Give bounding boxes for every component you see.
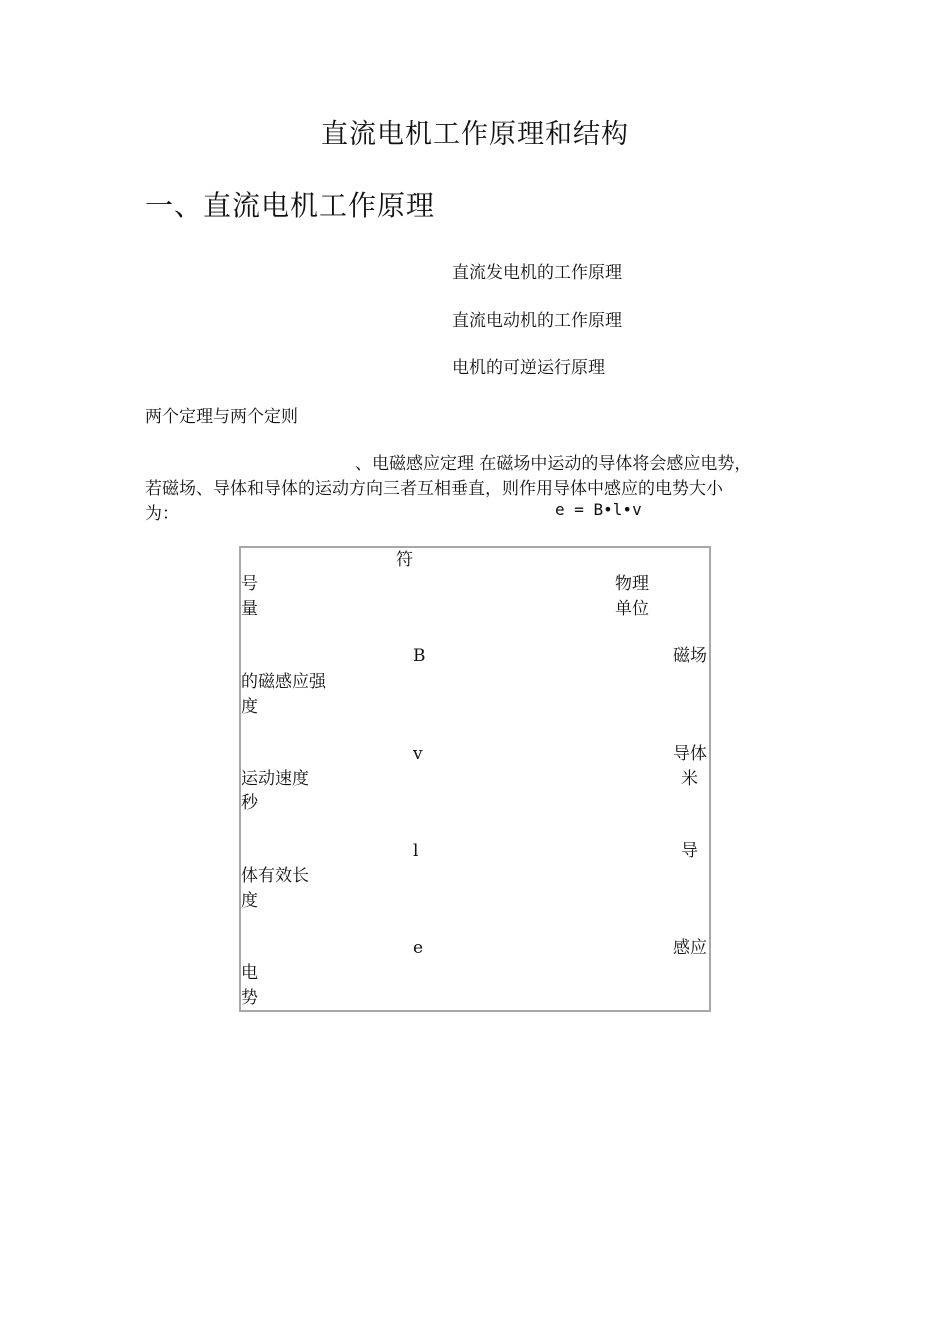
row-l-name-left-a: 体有效长 bbox=[241, 866, 309, 886]
row-e-name-left-a: 电 bbox=[241, 963, 258, 983]
toc-item-reversible: 电机的可逆运行原理 bbox=[452, 358, 605, 378]
row-b-name-right: 磁场 bbox=[673, 646, 707, 666]
paragraph-line-1: 、电磁感应定理 在磁场中运动的导体将会感应电势， bbox=[355, 454, 752, 474]
row-e-name-right: 感应 bbox=[673, 938, 707, 958]
header-quantity-a: 号 bbox=[241, 574, 258, 594]
formula: e = B•l•v bbox=[555, 500, 642, 519]
row-b-name-left-b: 度 bbox=[241, 697, 258, 717]
row-v-unit: 米 bbox=[681, 769, 698, 789]
row-v-name-left-a: 运动速度 bbox=[241, 769, 309, 789]
row-l-name-right: 导 bbox=[681, 841, 698, 861]
toc-item-generator: 直流发电机的工作原理 bbox=[452, 263, 622, 283]
row-l-name-left-b: 度 bbox=[241, 891, 258, 911]
paragraph-line-2: 若磁场、导体和导体的运动方向三者互相垂直，则作用导体中感应的电势大小 bbox=[145, 479, 723, 499]
section-heading: 一、直流电机工作原理 bbox=[145, 189, 436, 222]
header-quantity-b: 量 bbox=[241, 599, 258, 619]
row-v-symbol: v bbox=[413, 744, 423, 764]
row-e-symbol: e bbox=[413, 938, 424, 958]
row-l-symbol: l bbox=[413, 841, 419, 861]
row-e-name-left-b: 势 bbox=[241, 988, 258, 1008]
symbol-table bbox=[239, 546, 711, 1012]
subheading: 两个定理与两个定则 bbox=[145, 407, 298, 427]
header-unit-b: 单位 bbox=[615, 599, 649, 619]
header-unit-a: 物理 bbox=[615, 574, 649, 594]
paragraph-line-3: 为： bbox=[145, 504, 179, 524]
row-b-name-left-a: 的磁感应强 bbox=[241, 672, 326, 692]
row-b-symbol: B bbox=[413, 646, 426, 666]
document-title: 直流电机工作原理和结构 bbox=[321, 119, 629, 150]
toc-item-motor: 直流电动机的工作原理 bbox=[452, 311, 622, 331]
header-symbol: 符 bbox=[396, 550, 413, 570]
row-v-name-left-b: 秒 bbox=[241, 793, 258, 813]
row-v-name-right: 导体 bbox=[673, 744, 707, 764]
